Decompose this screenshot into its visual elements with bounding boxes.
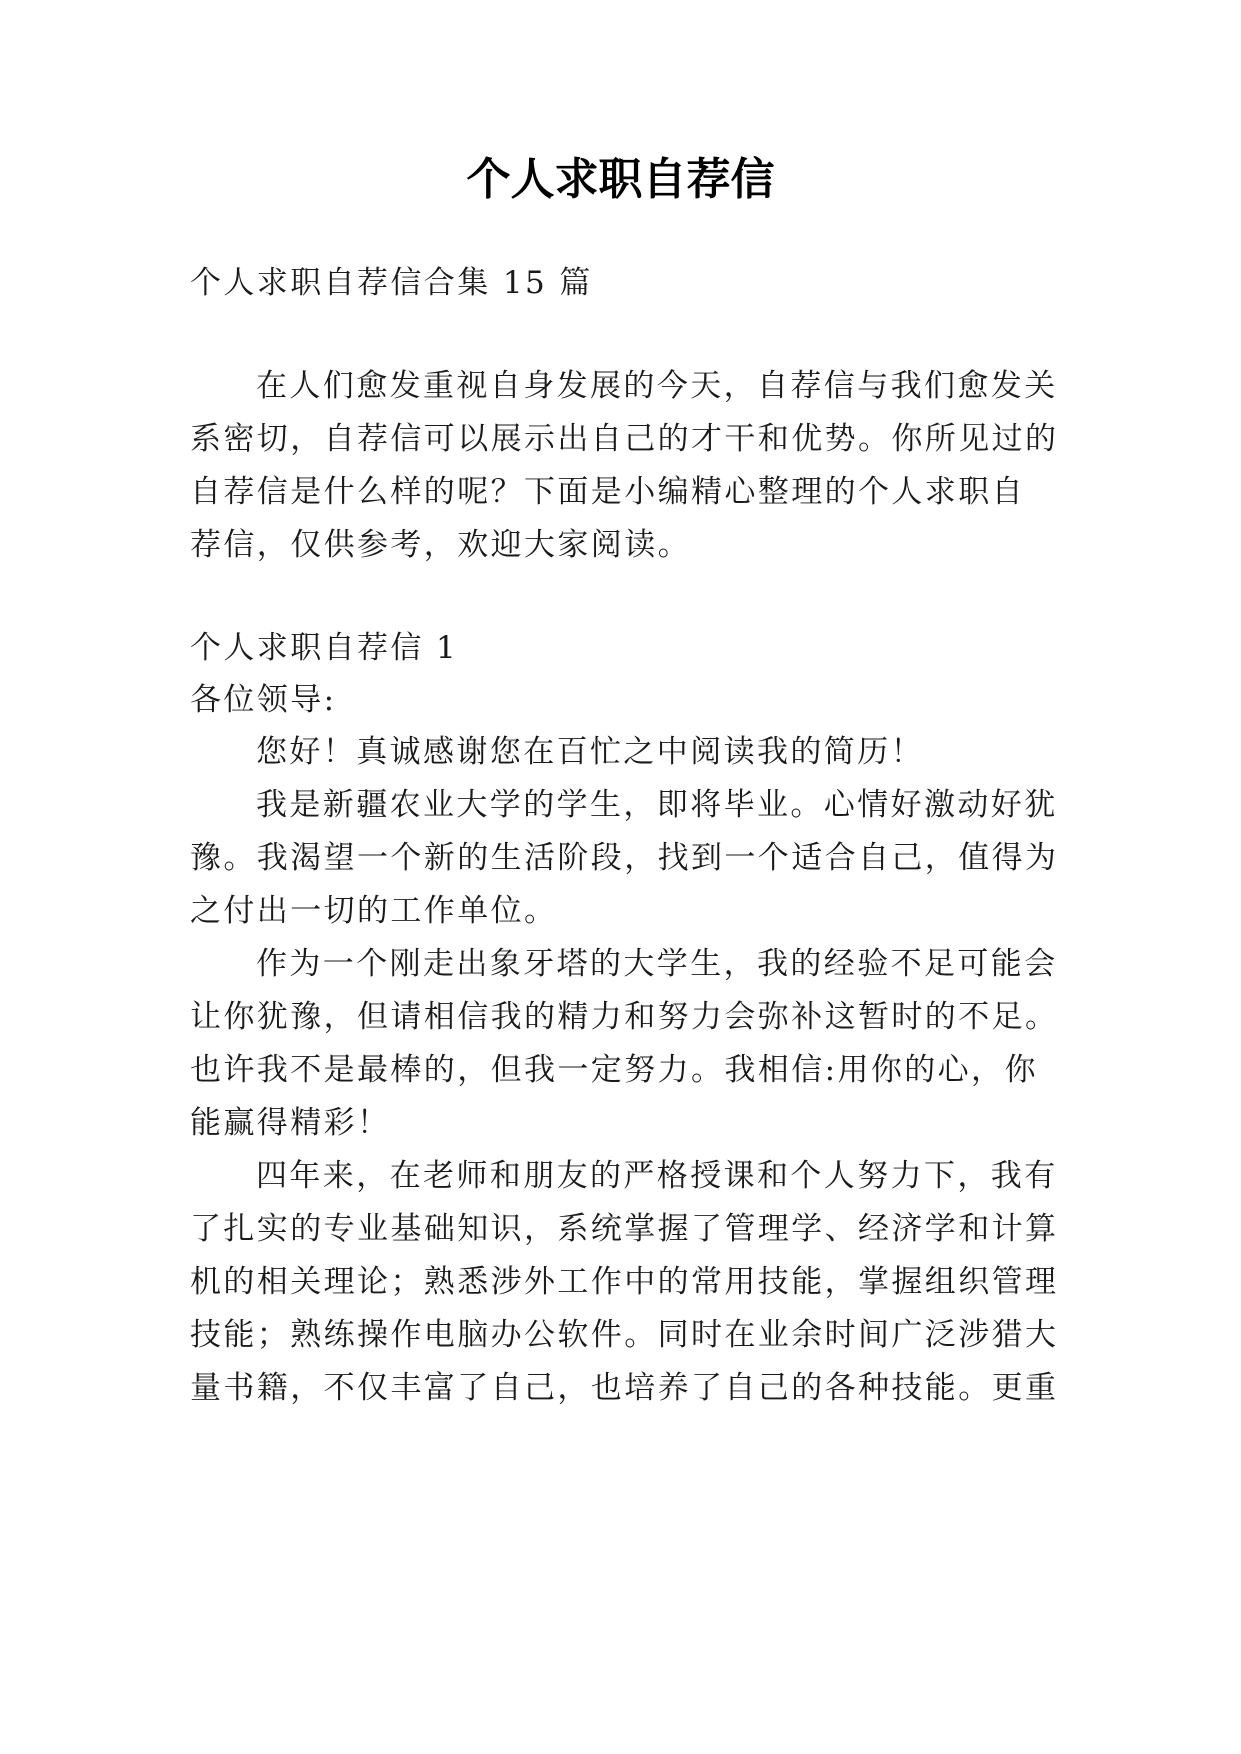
body-line: 量书籍，不仅丰富了自己，也培养了自己的各种技能。更重 <box>190 1370 1059 1406</box>
body-line: 之付出一切的工作单位。 <box>190 893 558 929</box>
intro-line: 系密切，自荐信可以展示出自己的才干和优势。你所见过的 <box>190 421 1059 457</box>
body-line: 我是新疆农业大学的学生，即将毕业。心情好激动好犹 <box>256 787 1058 823</box>
collection-subtitle: 个人求职自荐信合集 15 篇 <box>190 265 593 301</box>
body-line: 了扎实的专业基础知识，系统掌握了管理学、经济学和计算 <box>190 1211 1059 1247</box>
body-line: 技能；熟练操作电脑办公软件。同时在业余时间广泛涉猎大 <box>190 1317 1059 1353</box>
intro-line: 荐信，仅供参考，欢迎大家阅读。 <box>190 527 691 563</box>
body-line: 也许我不是最棒的，但我一定努力。我相信:用你的心，你 <box>190 1052 1038 1088</box>
body-line: 四年来，在老师和朋友的严格授课和个人努力下，我有 <box>256 1158 1058 1194</box>
document-title: 个人求职自荐信 <box>466 154 775 205</box>
body-line: 让你犹豫，但请相信我的精力和努力会弥补这暂时的不足。 <box>190 999 1059 1035</box>
intro-line: 自荐信是什么样的呢？下面是小编精心整理的个人求职自 <box>190 474 1025 510</box>
section-heading: 个人求职自荐信 1 <box>190 630 459 666</box>
body-line: 能赢得精彩！ <box>190 1105 391 1141</box>
body-line: 豫。我渴望一个新的生活阶段，找到一个适合自己，值得为 <box>190 840 1059 876</box>
intro-line: 在人们愈发重视自身发展的今天，自荐信与我们愈发关 <box>256 368 1058 404</box>
body-line: 机的相关理论；熟悉涉外工作中的常用技能，掌握组织管理 <box>190 1264 1059 1300</box>
salutation: 各位领导: <box>190 682 337 718</box>
body-line: 作为一个刚走出象牙塔的大学生，我的经验不足可能会 <box>256 946 1058 982</box>
body-line: 您好！真诚感谢您在百忙之中阅读我的简历！ <box>256 734 924 770</box>
